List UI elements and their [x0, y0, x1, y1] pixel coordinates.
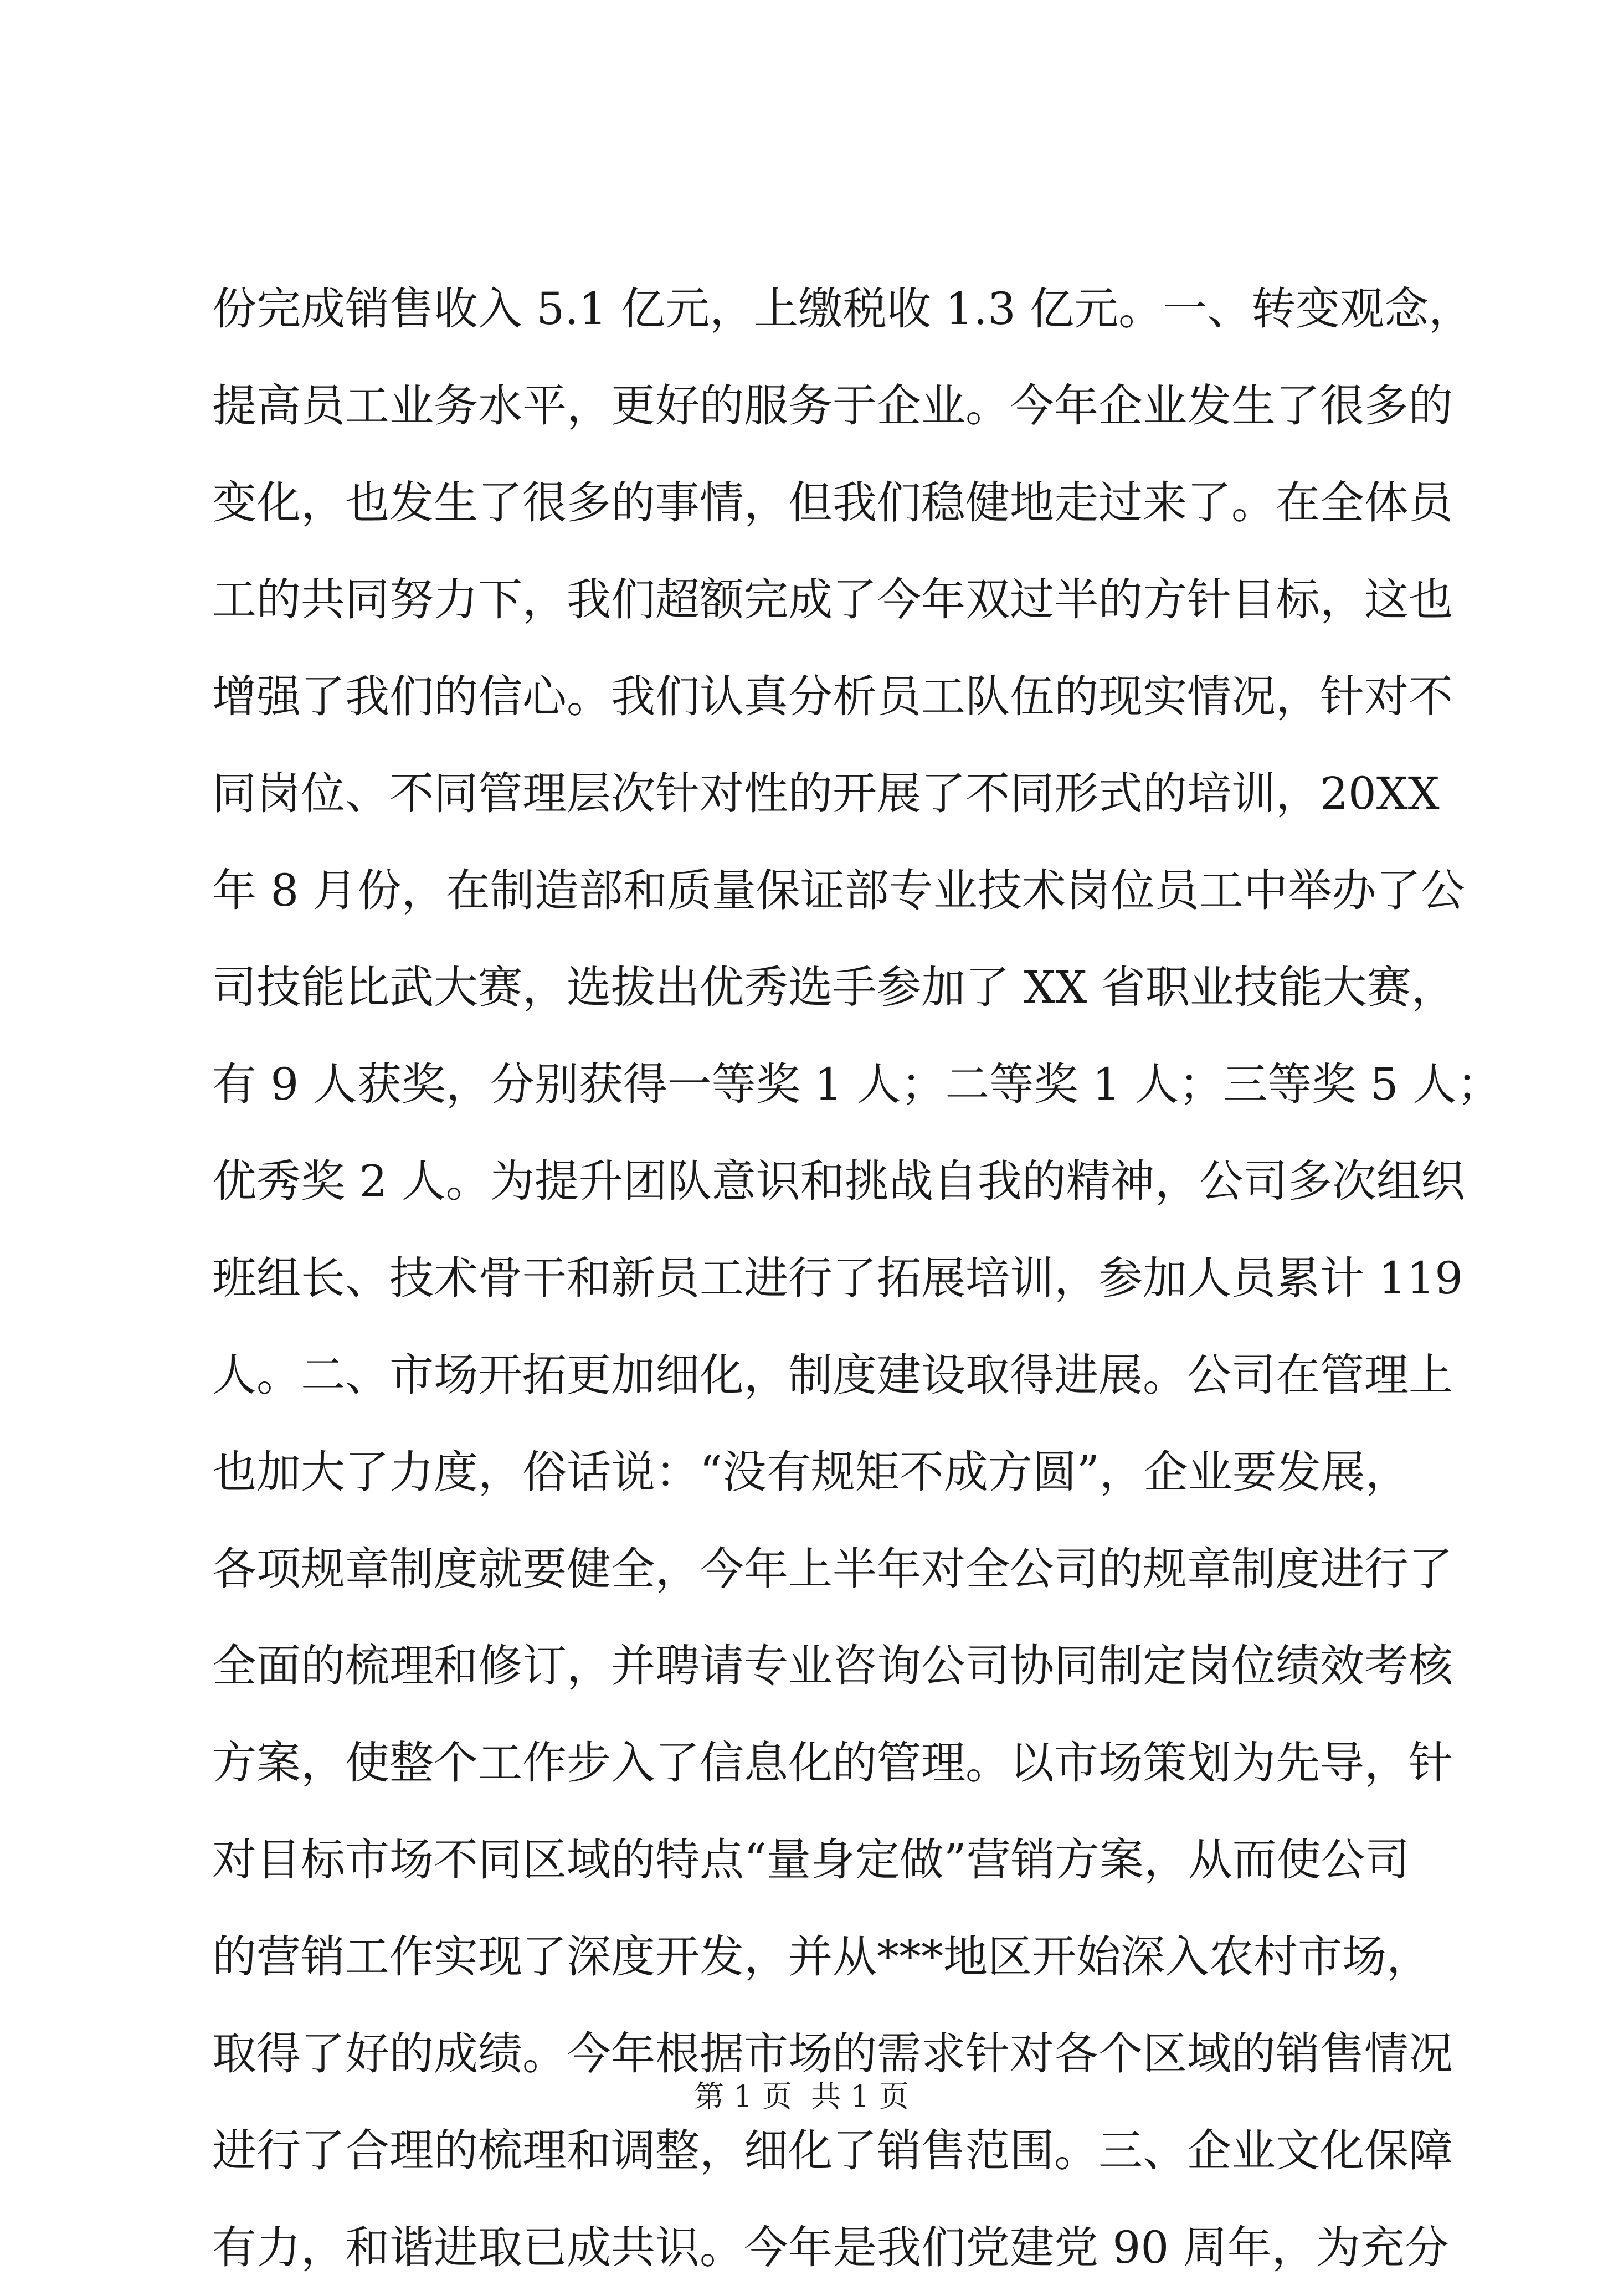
text-line-11: 班组长、技术骨干和新员工进行了拓展培训，参加人员累计 119: [212, 1252, 1463, 1304]
text-line-18: 的营销工作实现了深度开发，并从***地区开始深入农村市场，: [212, 1931, 1431, 1982]
text-line-8: 司技能比武大赛，选拔出优秀选手参加了 XX 省职业技能大赛，: [212, 962, 1456, 1013]
text-line-19: 取得了好的成绩。今年根据市场的需求针对各个区域的销售情况: [212, 2028, 1453, 2079]
document-body: [212, 260, 1502, 2296]
text-line-15: 全面的梳理和修订，并聘请专业咨询公司协同制定岗位绩效考核: [212, 1640, 1453, 1692]
text-line-13: 也加大了力度，俗话说：“没有规矩不成方圆”，企业要发展，: [212, 1446, 1410, 1498]
text-line-14: 各项规章制度就要健全，今年上半年对全公司的规章制度进行了: [212, 1543, 1453, 1595]
text-line-6: 同岗位、不同管理层次针对性的开展了不同形式的培训，20XX: [212, 768, 1440, 819]
page-footer: [0, 2077, 1603, 2116]
text-line-10: 优秀奖 2 人。为提升团队意识和挑战自我的精神，公司多次组织: [212, 1155, 1465, 1207]
text-line-16: 方案，使整个工作步入了信息化的管理。以市场策划为先导，针: [212, 1737, 1453, 1789]
text-line-20: 进行了合理的梳理和调整，细化了销售范围。三、企业文化保障: [212, 2125, 1453, 2176]
text-line-3: 变化，也发生了很多的事情，但我们稳健地走过来了。在全体员: [212, 477, 1453, 528]
text-line-9: 有 9 人获奖，分别获得一等奖 1 人；二等奖 1 人；三等奖 5 人；: [212, 1059, 1502, 1110]
text-line-17: 对目标市场不同区域的特点“量身定做”营销方案，从而使公司: [212, 1834, 1410, 1886]
text-line-4: 工的共同努力下，我们超额完成了今年双过半的方针目标，这也: [212, 574, 1453, 625]
text-line-21: 有力，和谐进取已成共识。今年是我们党建党 90 周年，为充分: [212, 2222, 1449, 2273]
text-line-1: 份完成销售收入 5.1 亿元，上缴税收 1.3 亿元。一、转变观念，: [212, 283, 1473, 335]
text-line-5: 增强了我们的信心。我们认真分析员工队伍的现实情况，针对不: [212, 671, 1453, 722]
text-line-7: 年 8 月份，在制造部和质量保证部专业技术岗位员工中举办了公: [212, 865, 1465, 916]
page-number-info: 第 1 页 共 1 页: [694, 2079, 909, 2114]
text-line-2: 提高员工业务水平，更好的服务于企业。今年企业发生了很多的: [212, 380, 1453, 432]
text-line-12: 人。二、市场开拓更加细化，制度建设取得进展。公司在管理上: [212, 1349, 1453, 1401]
